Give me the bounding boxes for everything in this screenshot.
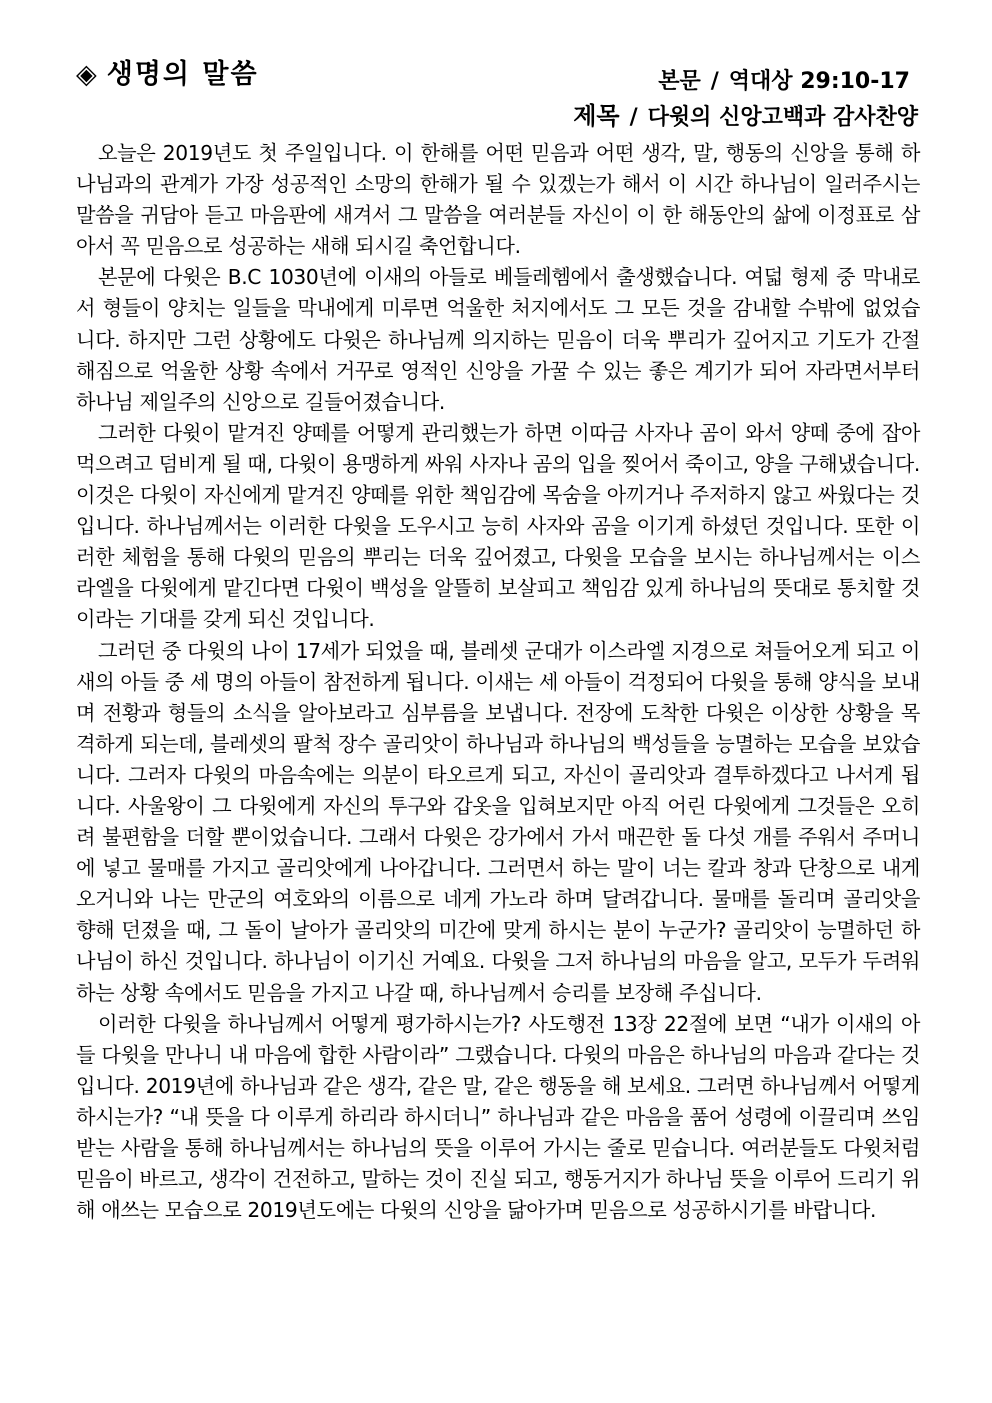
scripture-label: 본문 (658, 69, 701, 94)
body-paragraph: 그러한 다윗이 맡겨진 양떼를 어떻게 관리했는가 하면 이따금 사자나 곰이 와서 양떼 중에 잡아먹으려고 덤비게 될 때, 다윗이 용맹하게 싸워 사자나 곰의 입을 찢어서 죽이고, 양을 구해냈습니다. 이것은 다윗이 자신에게 맡겨진 양떼를 위한 책임감에 목숨을 아끼거나 주저하지 않고 싸웠다는 것입니다. 하나님께서는 이러한 다윗을 도우시고 능히 사자와 곰을 이기게 하셨던 것입니다. 또한 이러한 체험을 통해 다윗의 믿음의 뿌리는 더욱 깊어졌고, 다윗을 모습을 보시는 하나님께서는 이스라엘을 다윗에게 맡긴다면 다윗이 백성을 알뜰히 보살피고 책임감 있게 하나님의 뜻대로 통치할 것이라는 기대를 갖게 되신 것입니다. (76, 420, 920, 632)
section-title (76, 52, 259, 91)
body-paragraph: 오늘은 2019년도 첫 주일입니다. 이 한해를 어떤 믿음과 어떤 생각, 말, 행동의 신앙을 통해 하나님과의 관계가 가장 성공적인 소망의 한해가 될 수 있겠는가 해서 이 시간 하나님이 일러주시는 말씀을 귀담아 듣고 마음판에 새겨서 그 말씀을 여러분들 자신이 이 한 해동안의 삶에 이정표로 삼아서 꼭 믿음으로 성공하는 새해 되시길 축언합니다. (76, 141, 920, 259)
body-paragraph: 이러한 다윗을 하나님께서 어떻게 평가하시는가? 사도행전 13장 22절에 보면 “내가 이새의 아들 다윗을 만나니 내 마음에 합한 사람이라” 그랬습니다. 다윗의 마음은 하나님의 마음과 같다는 것입니다. 2019년에 하나님과 같은 생각, 같은 말, 같은 행동을 해 보세요. 그러면 하나님께서 어떻게 하시는가? “내 뜻을 다 이루게 하리라 하시더니” 하나님과 같은 마음을 품어 성령에 이끌리며 쓰임받는 사람을 통해 하나님께서는 하나님의 뜻을 이루어 가시는 줄로 믿습니다. 여러분들도 다윗처럼 믿음이 바르고, 생각이 건전하고, 말하는 것이 진실 되고, 행동거지가 하나님 뜻을 이루어 드리기 위해 애쓰는 모습으로 2019년도에는 다윗의 신앙을 닮아가며 믿음으로 성공하시기를 바랍니다. (76, 1011, 920, 1223)
subject-label: 제목 (573, 102, 620, 130)
section-title-text: 생명의 말씀 (106, 59, 259, 90)
scripture-value: 역대상 29:10-17 (728, 69, 910, 94)
diamond-bullet-icon: ◈ (76, 59, 99, 90)
sermon-subject (573, 96, 918, 131)
sermon-page (76, 52, 920, 1226)
scripture-reference (658, 64, 910, 95)
sermon-header (76, 52, 920, 130)
body-paragraph: 본문에 다윗은 B.C 1030년에 이새의 아들로 베들레헴에서 출생했습니다. 여덟 형제 중 막내로서 형들이 양치는 일들을 막내에게 미루면 억울한 처지에서도 그 모든 것을 감내할 수밖에 없었습니다. 하지만 그런 상황에도 다윗은 하나님께 의지하는 믿음이 더욱 뿌리가 깊어지고 기도가 간절해짐으로 억울한 상황 속에서 거꾸로 영적인 신앙을 가꿀 수 있는 좋은 계기가 되어 자라면서부터 하나님 제일주의 신앙으로 길들어졌습니다. (76, 265, 921, 414)
sermon-body (76, 138, 920, 1226)
body-paragraph: 그러던 중 다윗의 나이 17세가 되었을 때, 블레셋 군대가 이스라엘 지경으로 쳐들어오게 되고 이새의 아들 중 세 명의 아들이 참전하게 됩니다. 이새는 세 아들이 걱정되어 다윗을 통해 양식을 보내며 전황과 형들의 소식을 알아보라고 심부름을 보냅니다. 전장에 도착한 다윗은 이상한 상황을 목격하게 되는데, 블레셋의 팔척 장수 골리앗이 하나님과 하나님의 백성들을 능멸하는 모습을 보았습니다. 그러자 다윗의 마음속에는 의분이 타오르게 되고, 자신이 골리앗과 결투하겠다고 나서게 됩니다. 사울왕이 그 다윗에게 자신의 투구와 갑옷을 입혀보지만 아직 어린 다윗에게 그것들은 오히려 불편함을 더할 뿐이었습니다. 그래서 다윗은 강가에서 가서 매끈한 돌 다섯 개를 주워서 주머니에 넣고 물매를 가지고 골리앗에게 나아갑니다. 그러면서 하는 말이 너는 칼과 창과 단창으로 내게 오거니와 나는 만군의 여호와의 이름으로 네게 가노라 하며 달려갑니다. 물매를 돌리며 골리앗을 향해 던졌을 때, 그 돌이 날아가 골리앗의 미간에 맞게 하시는 분이 누군가? 골리앗이 능멸하던 하나님이 하신 것입니다. 하나님이 이기신 거예요. 다윗을 그저 하나님의 마음을 알고, 모두가 두려워하는 상황 속에서도 믿음을 가지고 나갈 때, 하나님께서 승리를 보장해 주십니다. (76, 638, 920, 1005)
subject-separator: / (629, 105, 638, 130)
scripture-separator: / (710, 69, 719, 94)
subject-value: 다윗의 신앙고백과 감사찬양 (647, 105, 918, 130)
